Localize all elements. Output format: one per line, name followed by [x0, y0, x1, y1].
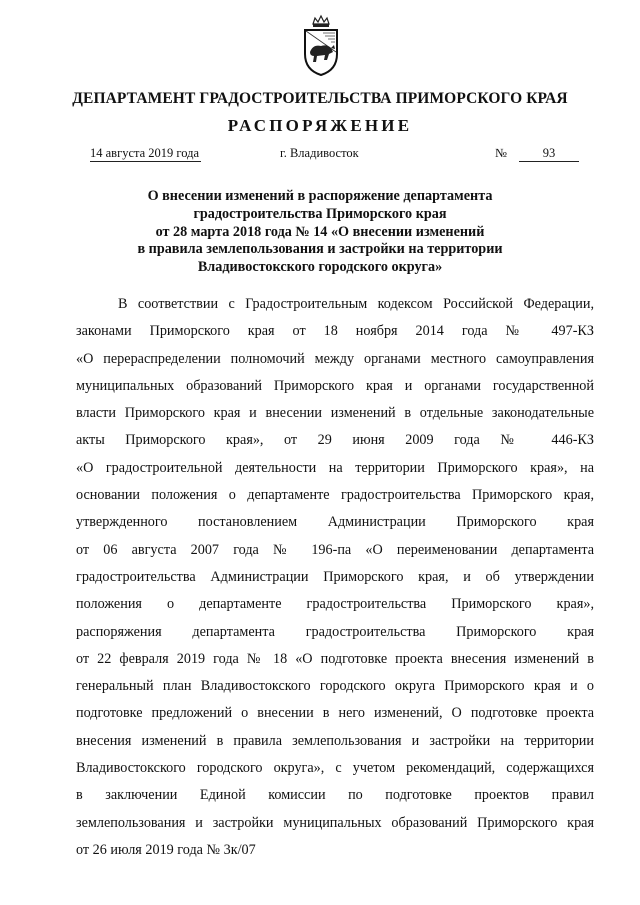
body-line: муниципальных образований Приморского края и органами государственной — [76, 377, 594, 394]
document-title — [120, 188, 520, 277]
body-line: «О градостроительной деятельности на территории Приморского края», на — [76, 459, 594, 476]
document-body — [76, 291, 594, 864]
body-line: генеральный план Владивостокского городского округа Приморского края и о — [76, 678, 594, 695]
body-line: власти Приморского края и внесении изменений в отдельные законодательные — [76, 405, 594, 422]
title-line: О внесении изменений в распоряжение департамента — [147, 188, 493, 204]
body-line: законами Приморского края от 18 ноября 2014 года № 497-КЗ — [76, 323, 594, 340]
body-line: акты Приморского края», от 29 июня 2009 года № 446-КЗ — [76, 432, 594, 449]
document-number — [495, 146, 579, 162]
body-line: В соответствии с Градостроительным кодексом Российской Федерации, — [118, 296, 594, 312]
title-line: в правила землепользования и застройки на территории — [137, 241, 503, 258]
body-line: Владивостокского городского округа», с учетом рекомендаций, содержащихся — [76, 760, 594, 777]
body-line: от 22 февраля 2019 года № 18 «О подготовке проекта внесения изменений в — [76, 650, 594, 667]
body-line: землепользования и застройки муниципальных образований Приморского края — [76, 814, 594, 831]
document-type: РАСПОРЯЖЕНИЕ — [227, 116, 413, 135]
body-line: в заключении Единой комиссии по подготовке проектов правил — [76, 787, 594, 804]
body-line: распоряжения департамента градостроительства Приморского края — [76, 623, 594, 640]
title-line: Владивостокского городского округа» — [197, 259, 443, 276]
number-value: 93 — [519, 146, 579, 162]
body-line: основании положения о департаменте градостроительства Приморского края, — [76, 487, 594, 504]
body-line: утвержденного постановлением Администрации Приморского края — [76, 514, 594, 531]
body-line: «О перераспределении полномочий между органами местного самоуправления — [76, 350, 594, 367]
document-date: 14 августа 2019 года — [90, 146, 200, 160]
coat-of-arms-icon — [301, 14, 341, 78]
body-line: от 26 июля 2019 года № 3к/07 — [76, 841, 256, 858]
document-meta — [0, 146, 640, 164]
body-line: подготовке предложений о внесении в него изменений, О подготовке проекта — [76, 705, 594, 722]
body-line: градостроительства Администрации Приморского края, и об утверждении — [76, 568, 594, 585]
title-line: градостроительства Приморского края — [193, 205, 447, 222]
body-line: от 06 августа 2007 года № 196-па «О переименовании департамента — [76, 541, 594, 558]
body-line: положения о департаменте градостроительства Приморского края», — [76, 596, 594, 613]
number-label: № — [495, 146, 507, 160]
department-name: ДЕПАРТАМЕНТ ГРАДОСТРОИТЕЛЬСТВА ПРИМОРСКОГО КРАЯ — [72, 90, 568, 107]
document-city: г. Владивосток — [280, 146, 359, 160]
body-line: внесения изменений в правила землепользования и застройки на территории — [76, 732, 594, 749]
title-line: от 28 марта 2018 года № 14 «О внесении изменений — [155, 223, 485, 240]
